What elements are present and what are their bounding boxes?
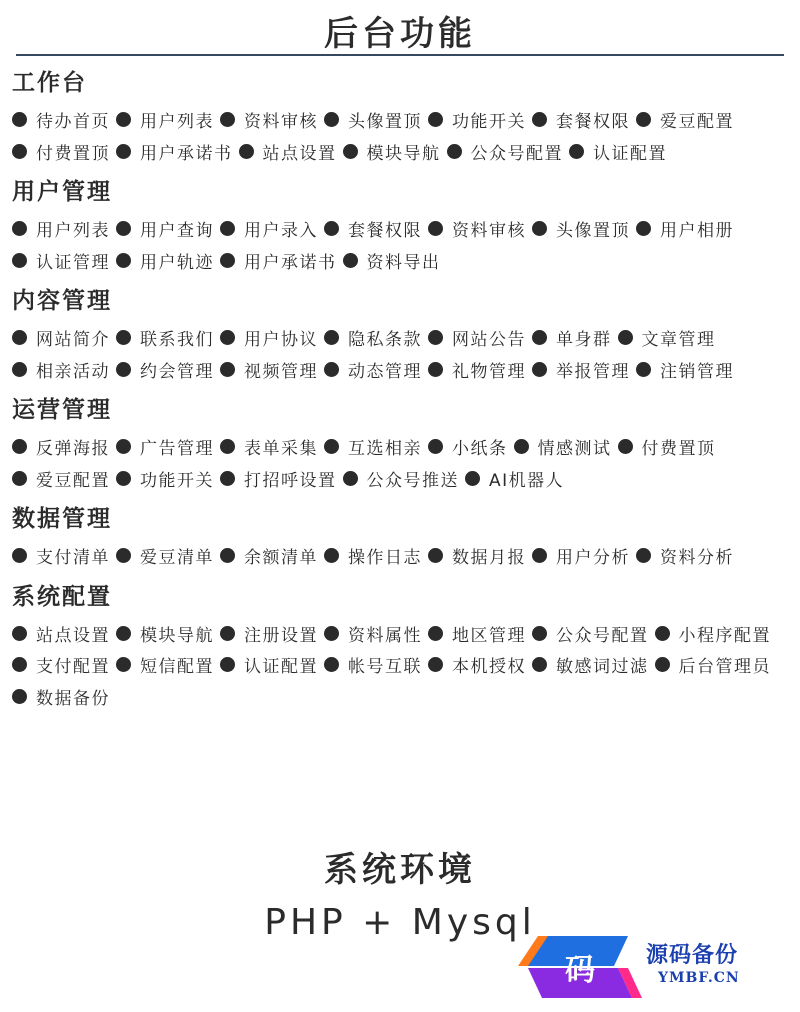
feature-item xyxy=(569,136,667,168)
bullet-icon xyxy=(220,626,235,641)
bullet-icon xyxy=(116,330,131,345)
feature-item-label: 隐私条款 xyxy=(348,330,422,351)
feature-item xyxy=(12,431,110,463)
feature-item-label: 敏感词过滤 xyxy=(556,657,649,678)
section xyxy=(12,502,792,572)
feature-item-label: 资料审核 xyxy=(452,221,526,242)
feature-item-label: 支付配置 xyxy=(36,657,110,678)
feature-item-label: 爱豆配置 xyxy=(660,112,734,133)
feature-item xyxy=(12,649,110,681)
bullet-icon xyxy=(532,112,547,127)
feature-item-label: 付费置顶 xyxy=(36,143,110,164)
feature-item xyxy=(12,618,110,650)
feature-item xyxy=(324,213,422,245)
bullet-icon xyxy=(636,548,651,563)
bullet-icon xyxy=(447,144,462,159)
section xyxy=(12,66,792,167)
bullet-icon xyxy=(12,471,27,486)
bullet-icon xyxy=(220,330,235,345)
feature-item-label: 资料导出 xyxy=(366,252,441,273)
feature-item xyxy=(220,431,318,463)
feature-item-label: 功能开关 xyxy=(452,112,526,133)
feature-item-label: 套餐权限 xyxy=(348,221,422,242)
feature-item xyxy=(12,245,110,277)
bullet-icon xyxy=(636,221,651,236)
feature-item xyxy=(428,618,526,650)
section-heading: 工作台 xyxy=(12,70,87,96)
feature-items xyxy=(12,322,792,385)
feature-item-label: 数据月报 xyxy=(452,548,526,569)
feature-item xyxy=(532,354,630,386)
feature-item xyxy=(428,649,526,681)
feature-item-label: 单身群 xyxy=(556,330,612,351)
feature-item-label: 动态管理 xyxy=(348,361,422,382)
feature-item xyxy=(324,354,422,386)
watermark-logo-char: 码 xyxy=(565,953,595,988)
feature-item-label: 文章管理 xyxy=(641,330,716,351)
bullet-icon xyxy=(12,362,27,377)
feature-item xyxy=(428,322,526,354)
feature-item-label: 资料分析 xyxy=(660,548,734,569)
bullet-icon xyxy=(324,362,339,377)
feature-item xyxy=(343,136,441,168)
bullet-icon xyxy=(116,253,131,268)
feature-item-label: 用户查询 xyxy=(140,221,214,242)
feature-item-label: 套餐权限 xyxy=(556,112,630,133)
feature-item-label: 待办首页 xyxy=(36,112,110,133)
bullet-icon xyxy=(324,548,339,563)
feature-item-label: 注销管理 xyxy=(660,361,734,382)
feature-item xyxy=(220,104,318,136)
bullet-icon xyxy=(116,221,131,236)
feature-item-label: 公众号配置 xyxy=(470,143,563,164)
bullet-icon xyxy=(12,548,27,563)
feature-items xyxy=(12,618,792,713)
feature-item-label: 用户承诺书 xyxy=(244,252,337,273)
feature-item xyxy=(220,649,318,681)
feature-items xyxy=(12,213,792,276)
feature-item-label: 资料属性 xyxy=(348,625,422,646)
feature-item xyxy=(428,213,526,245)
feature-item xyxy=(428,354,526,386)
feature-item-label: 用户分析 xyxy=(556,548,630,569)
feature-item xyxy=(324,431,422,463)
bullet-icon xyxy=(636,362,651,377)
feature-item-label: 小程序配置 xyxy=(678,625,771,646)
feature-item xyxy=(220,463,337,495)
bullet-icon xyxy=(618,330,633,345)
bullet-icon xyxy=(12,689,27,704)
feature-item-label: 功能开关 xyxy=(140,470,214,491)
feature-item-label: 用户相册 xyxy=(660,221,734,242)
section xyxy=(12,580,792,713)
feature-item xyxy=(324,322,422,354)
feature-item xyxy=(116,104,214,136)
bullet-icon xyxy=(324,112,339,127)
feature-item-label: 付费置顶 xyxy=(641,439,716,460)
feature-items xyxy=(12,431,792,494)
environment-text: PHP + Mysql xyxy=(264,902,536,943)
feature-item-label: 后台管理员 xyxy=(678,657,771,678)
feature-item xyxy=(465,463,564,495)
bullet-icon xyxy=(220,548,235,563)
bullet-icon xyxy=(428,362,443,377)
feature-item xyxy=(116,322,214,354)
watermark-domain: YMBF.CN xyxy=(658,970,740,986)
bullet-icon xyxy=(239,144,254,159)
feature-item xyxy=(116,245,214,277)
feature-item xyxy=(343,463,460,495)
feature-item-label: 用户协议 xyxy=(244,330,318,351)
feature-item xyxy=(220,540,318,572)
feature-item-label: 约会管理 xyxy=(140,361,214,382)
feature-item xyxy=(12,213,110,245)
feature-item-label: 头像置顶 xyxy=(348,112,422,133)
feature-item xyxy=(324,104,422,136)
bullet-icon xyxy=(12,330,27,345)
bullet-icon xyxy=(220,221,235,236)
feature-item xyxy=(12,540,110,572)
bullet-icon xyxy=(569,144,584,159)
feature-item-label: 认证配置 xyxy=(593,143,667,164)
feature-item xyxy=(324,649,422,681)
bullet-icon xyxy=(343,471,358,486)
feature-item xyxy=(116,431,214,463)
feature-item xyxy=(116,213,214,245)
feature-item xyxy=(12,354,110,386)
feature-item xyxy=(239,136,337,168)
bullet-icon xyxy=(324,221,339,236)
feature-item xyxy=(532,540,630,572)
bullet-icon xyxy=(12,112,27,127)
feature-item xyxy=(116,136,233,168)
feature-item xyxy=(116,354,214,386)
feature-item xyxy=(12,136,110,168)
bullet-icon xyxy=(116,439,131,454)
bullet-icon xyxy=(220,112,235,127)
feature-item-label: 举报管理 xyxy=(556,361,630,382)
feature-item-label: 用户列表 xyxy=(36,221,110,242)
bullet-icon xyxy=(514,439,529,454)
feature-item-label: 认证管理 xyxy=(36,252,110,273)
feature-item-label: 小纸条 xyxy=(452,439,508,460)
title-divider xyxy=(16,54,784,56)
feature-item-label: 用户承诺书 xyxy=(140,143,233,164)
bullet-icon xyxy=(12,439,27,454)
feature-item xyxy=(618,322,716,354)
feature-item-label: 网站公告 xyxy=(452,330,526,351)
feature-item xyxy=(636,540,734,572)
bullet-icon xyxy=(532,657,547,672)
feature-item-label: 用户轨迹 xyxy=(140,252,214,273)
bullet-icon xyxy=(655,626,670,641)
feature-item xyxy=(532,104,630,136)
bullet-icon xyxy=(428,626,443,641)
feature-item-label: 相亲活动 xyxy=(36,361,110,382)
bullet-icon xyxy=(532,221,547,236)
feature-item-label: 资料审核 xyxy=(244,112,318,133)
bullet-icon xyxy=(220,439,235,454)
feature-item xyxy=(514,431,612,463)
bullet-icon xyxy=(428,548,443,563)
feature-item xyxy=(636,104,734,136)
feature-item-label: 爱豆配置 xyxy=(36,470,110,491)
feature-item-label: 头像置顶 xyxy=(556,221,630,242)
feature-item-label: 用户录入 xyxy=(244,221,318,242)
watermark xyxy=(518,928,788,1004)
section xyxy=(12,393,792,494)
bullet-icon xyxy=(636,112,651,127)
feature-item-label: AI机器人 xyxy=(489,470,565,491)
section-heading: 系统配置 xyxy=(12,583,112,610)
feature-item-label: 反弹海报 xyxy=(36,439,110,460)
feature-item-label: 认证配置 xyxy=(244,657,318,678)
feature-item xyxy=(532,322,612,354)
feature-item-label: 爱豆清单 xyxy=(140,548,214,569)
feature-item xyxy=(116,649,214,681)
bullet-icon xyxy=(324,439,339,454)
feature-item xyxy=(324,540,422,572)
feature-item xyxy=(220,354,318,386)
feature-item xyxy=(428,431,508,463)
page-title: 后台功能 xyxy=(324,14,476,54)
bullet-icon xyxy=(465,471,480,486)
bullet-icon xyxy=(428,330,443,345)
feature-items xyxy=(12,104,792,167)
section xyxy=(12,284,792,385)
bullet-icon xyxy=(116,144,131,159)
feature-item-label: 用户列表 xyxy=(140,112,214,133)
bullet-icon xyxy=(12,253,27,268)
bullet-icon xyxy=(324,657,339,672)
feature-item xyxy=(447,136,564,168)
bullet-icon xyxy=(220,362,235,377)
feature-item xyxy=(428,104,526,136)
feature-item xyxy=(636,354,734,386)
feature-item xyxy=(636,213,734,245)
feature-item-label: 广告管理 xyxy=(140,439,214,460)
feature-item-label: 视频管理 xyxy=(244,361,318,382)
feature-item-label: 支付清单 xyxy=(36,548,110,569)
bullet-icon xyxy=(618,439,633,454)
bullet-icon xyxy=(532,330,547,345)
bullet-icon xyxy=(220,253,235,268)
feature-item-label: 礼物管理 xyxy=(452,361,526,382)
bullet-icon xyxy=(655,657,670,672)
feature-item-label: 注册设置 xyxy=(244,625,318,646)
bullet-icon xyxy=(343,253,358,268)
bullet-icon xyxy=(116,471,131,486)
feature-item-label: 地区管理 xyxy=(452,625,526,646)
watermark-logo-icon xyxy=(518,928,642,1004)
bullet-icon xyxy=(532,362,547,377)
feature-item xyxy=(532,649,649,681)
environment-title: 系统环境 xyxy=(324,850,476,890)
bullet-icon xyxy=(12,221,27,236)
feature-item xyxy=(428,540,526,572)
bullet-icon xyxy=(220,471,235,486)
feature-list xyxy=(12,66,792,712)
feature-item xyxy=(220,245,337,277)
feature-item-label: 数据备份 xyxy=(36,688,110,709)
feature-item xyxy=(12,681,110,713)
feature-item xyxy=(655,618,772,650)
feature-item-label: 站点设置 xyxy=(262,143,337,164)
bullet-icon xyxy=(116,548,131,563)
feature-item xyxy=(532,213,630,245)
bullet-icon xyxy=(12,657,27,672)
bullet-icon xyxy=(324,626,339,641)
feature-item-label: 操作日志 xyxy=(348,548,422,569)
feature-item-label: 网站简介 xyxy=(36,330,110,351)
feature-item-label: 站点设置 xyxy=(36,625,110,646)
watermark-name: 源码备份 xyxy=(646,942,739,968)
feature-item-label: 表单采集 xyxy=(244,439,318,460)
bullet-icon xyxy=(116,626,131,641)
section-heading: 运营管理 xyxy=(12,397,112,423)
feature-item-label: 余额清单 xyxy=(244,548,318,569)
bullet-icon xyxy=(428,439,443,454)
feature-item-label: 打招呼设置 xyxy=(244,470,337,491)
feature-item-label: 本机授权 xyxy=(452,657,526,678)
feature-item-label: 模块导航 xyxy=(366,143,441,164)
bullet-icon xyxy=(220,657,235,672)
section-heading: 内容管理 xyxy=(12,288,112,314)
bullet-icon xyxy=(428,112,443,127)
feature-item xyxy=(12,322,110,354)
bullet-icon xyxy=(116,362,131,377)
section-heading: 用户管理 xyxy=(12,179,112,205)
feature-item xyxy=(116,463,214,495)
feature-item xyxy=(12,463,110,495)
feature-item-label: 帐号互联 xyxy=(348,657,422,678)
feature-item-label: 公众号配置 xyxy=(556,625,649,646)
feature-item xyxy=(618,431,716,463)
feature-item-label: 短信配置 xyxy=(140,657,214,678)
feature-item-label: 情感测试 xyxy=(537,439,612,460)
feature-item-label: 联系我们 xyxy=(140,330,214,351)
feature-item-label: 互选相亲 xyxy=(348,439,422,460)
bullet-icon xyxy=(532,626,547,641)
feature-item xyxy=(220,322,318,354)
feature-item-label: 公众号推送 xyxy=(366,470,459,491)
feature-item xyxy=(655,649,772,681)
feature-item-label: 模块导航 xyxy=(140,625,214,646)
feature-item xyxy=(532,618,649,650)
feature-item xyxy=(116,540,214,572)
feature-item xyxy=(343,245,441,277)
bullet-icon xyxy=(12,144,27,159)
bullet-icon xyxy=(116,112,131,127)
bullet-icon xyxy=(324,330,339,345)
feature-item xyxy=(116,618,214,650)
bullet-icon xyxy=(532,548,547,563)
bullet-icon xyxy=(343,144,358,159)
section-heading: 数据管理 xyxy=(12,506,112,532)
bullet-icon xyxy=(428,657,443,672)
feature-item xyxy=(12,104,110,136)
bullet-icon xyxy=(116,657,131,672)
bullet-icon xyxy=(12,626,27,641)
feature-item xyxy=(220,213,318,245)
feature-item xyxy=(324,618,422,650)
feature-items xyxy=(12,540,792,572)
section xyxy=(12,175,792,276)
feature-item xyxy=(220,618,318,650)
bullet-icon xyxy=(428,221,443,236)
